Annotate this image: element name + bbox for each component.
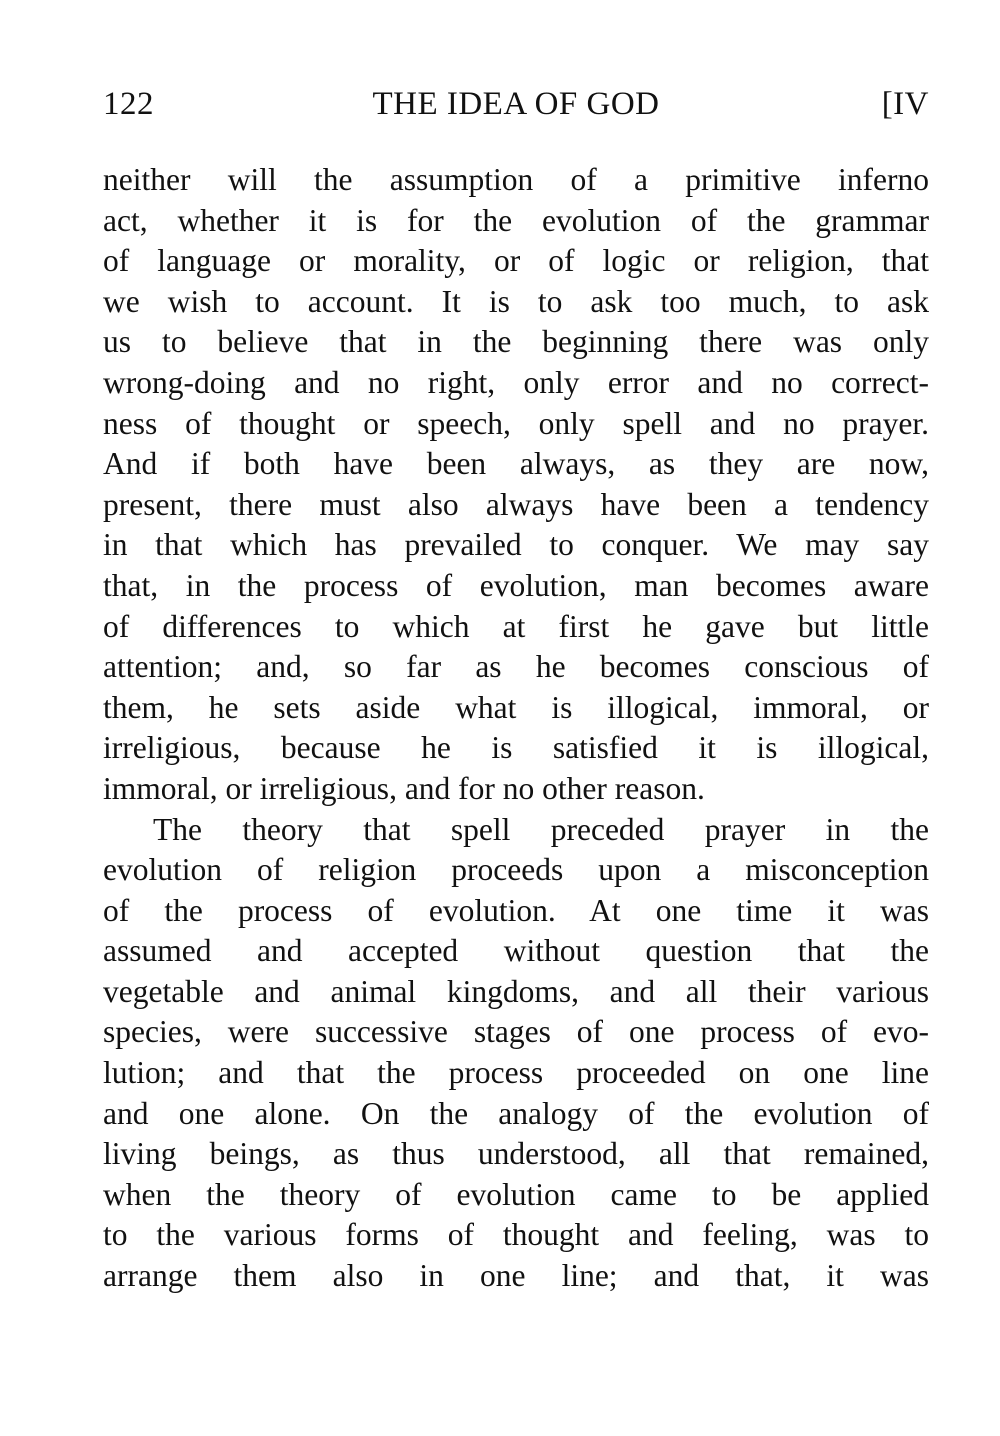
text-line: vegetable and animal kingdoms, and all their various (103, 973, 929, 1009)
text-line: ness of thought or speech, only spell and no prayer. (103, 405, 929, 441)
text-line: species, were successive stages of one process of evo- (103, 1014, 929, 1050)
text-line: of differences to which at first he gave but little (103, 608, 929, 644)
text-line: irreligious, because he is satisfied it is illogical, (103, 730, 929, 766)
text-line: neither will the assumption of a primitive inferno (103, 162, 929, 197)
text-line: assumed and accepted without question that the (103, 933, 929, 969)
text-line: arrange them also in one line; and that, it was (103, 1258, 929, 1294)
running-head (103, 82, 929, 126)
page-number: 122 (103, 86, 154, 122)
text-line: attention; and, so far as he becomes conscious of (103, 649, 929, 685)
text-line: and one alone. On the analogy of the evolution of (103, 1095, 929, 1131)
paragraph-start-line: The theory that spell preceded prayer in the (153, 811, 929, 847)
body-text (103, 160, 929, 1297)
text-line: of language or morality, or of logic or religion, that (103, 243, 929, 279)
text-line: living beings, as thus understood, all that remained, (103, 1136, 929, 1172)
text-line: act, whether it is for the evolution of the grammar (103, 202, 929, 238)
text-line: in that which has prevailed to conquer. We may say (103, 527, 929, 563)
running-title: THE IDEA OF GOD (372, 86, 660, 122)
text-line: wrong-doing and no right, only error and no correct- (103, 364, 929, 400)
paragraph-end-line: immoral, or irreligious, and for no other reason. (103, 770, 705, 806)
text-line: that, in the process of evolution, man becomes aware (103, 567, 929, 603)
text-line: us to believe that in the beginning there was only (103, 324, 929, 360)
section-marker: [IV (881, 86, 929, 122)
text-line: we wish to account. It is to ask too much, to ask (103, 283, 929, 319)
text-line: to the various forms of thought and feeling, was to (103, 1217, 929, 1253)
text-line: evolution of religion proceeds upon a misconception (103, 852, 929, 888)
text-line: of the process of evolution. At one time it was (103, 892, 929, 928)
text-line: when the theory of evolution came to be applied (103, 1176, 929, 1212)
text-line: present, there must also always have been a tendency (103, 486, 929, 522)
text-line: lution; and that the process proceeded on one line (103, 1055, 929, 1091)
text-line: them, he sets aside what is illogical, immoral, or (103, 689, 929, 725)
text-line: And if both have been always, as they are now, (103, 446, 929, 482)
